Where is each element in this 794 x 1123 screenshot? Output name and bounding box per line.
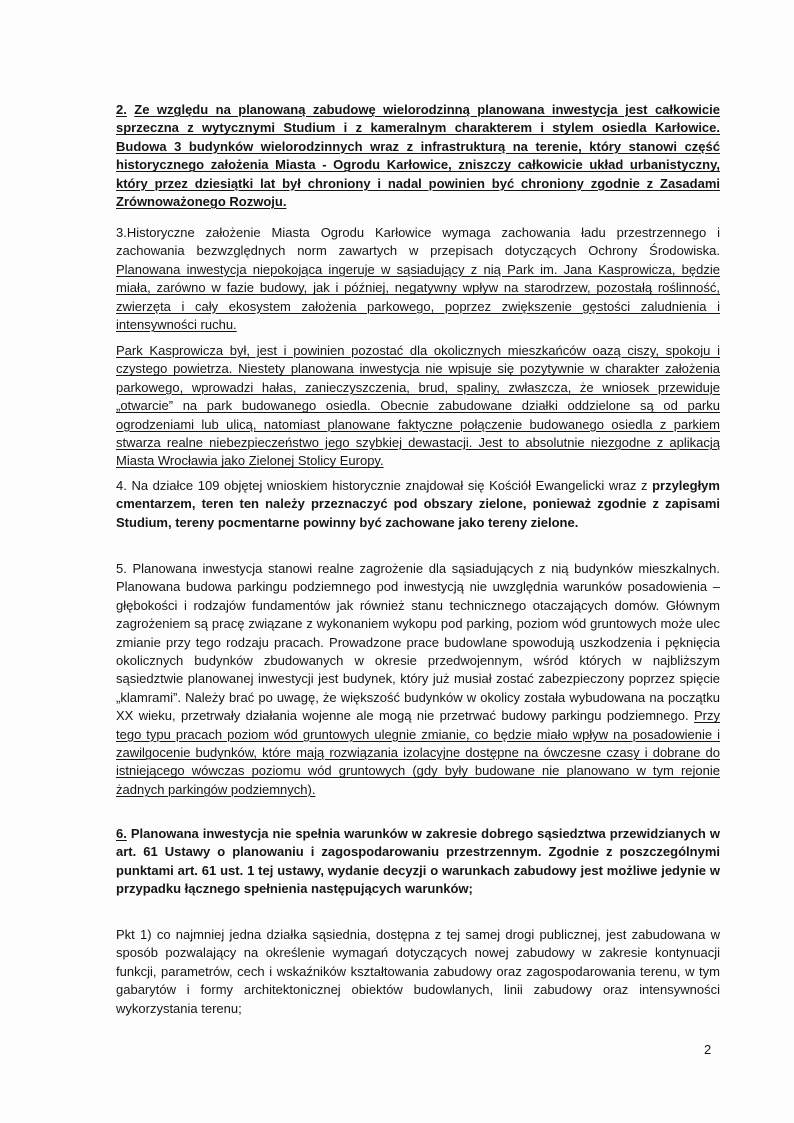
paragraph-2-number: 2. <box>116 102 127 117</box>
paragraph-5-text: 5. Planowana inwestycja stanowi realne zagrożenie dla sąsiadujących z nią budynków mieszkalnych. Planowana budowa parkingu podziemnego pod inwestycją nie uwzględnia warunków posadowienia – głębokości i rodzajów fundamentów jak również stanu technicznego otaczających domów. Głównym zagrożeniem są pracę związane z wykonaniem wykopu pod parking, poziom wód gruntowych może ulec zmianie przy tego rodzaju pracach. Prowadzone prace budowlane spowodują uszkodzenia i pęknięcia okolicznych budynków zbudowanych w okresie przedwojennym, wśród których w najbliższym sąsiedztwie planowanej inwestycji jest budynek, który już musiał zostać zabezpieczony poprzez spięcie „klamrami”. Należy brać po uwagę, że większość budynków w okolicy została wybudowana na początku XX wieku, przetrwały działania wojenne ale mogą nie przetrwać budowy parkingu podziemnego. <box>116 561 720 724</box>
point-1-text: Pkt 1) co najmniej jedna działka sąsiednia, dostępna z tej samej drogi publicznej, jest zabudowana w sposób pozwalający na określenie wymagań dotyczących nowej zabudowy w zakresie kontynuacji funkcji, parametrów, cech i wskaźników kształtowania zabudowy oraz zagospodarowania terenu, w tym gabarytów i formy architektonicznej obiektów budowlanych, linii zabudowy oraz intensywności wykorzystania terenu; <box>116 927 720 1016</box>
point-1-paragraph <box>116 926 720 1018</box>
paragraph-park-kasprowicza <box>116 342 720 471</box>
paragraph-6-text: Planowana inwestycja nie spełnia warunków w zakresie dobrego sąsiedztwa przewidzianych w art. 61 Ustawy o planowaniu i zagospodarowaniu przestrzennym. Zgodnie z poszczególnymi punktami art. 61 ust. 1 tej ustawy, wydanie decyzji o warunkach zabudowy jest możliwe jedynie w przypadku łącznego spełnienia następujących warunków; <box>116 826 720 897</box>
paragraph-3-underlined: Planowana inwestycja niepokojąca ingeruje w sąsiadujący z nią Park im. Jana Kasprowicza, będzie miała, zarówno w fazie budowy, jak i później, negatywny wpływ na starodrzew, pozostałą roślinność, zwierzęta i cały ekosystem założenia parkowego, poprzez zwiększenie gęstości zaludnienia i intensywności ruchu. <box>116 261 720 333</box>
paragraph-6-number: 6. <box>116 826 127 841</box>
paragraph-4 <box>116 477 720 532</box>
paragraph-2 <box>116 101 720 211</box>
paragraph-3 <box>116 224 720 334</box>
paragraph-3-intro: 3.Historyczne założenie Miasta Ogrodu Karłowice wymaga zachowania ładu przestrzennego i zachowania bezwzględnych norm zawartych w przepisach dotyczących Ochrony Środowiska. <box>116 225 720 259</box>
paragraph-park-text: Park Kasprowicza był, jest i powinien pozostać dla okolicznych mieszkańców oazą ciszy, spokoju i czystego powietrza. Niestety planowana inwestycja nie wpisuje się pozytywnie w charakter założenia parkowego, wprowadzi hałas, zanieczyszczenia, brud, spaliny, zwłaszcza, że wniosek przewiduje „otwarcie” na park budowanego osiedla. Obecnie zabudowane działki oddzielone są od parku ogrodzeniami lub ulicą, natomiast planowane faktyczne połączenie budowanego osiedla z parkiem stwarza realne niebezpieczeństwo jego szybkiej dewastacji. Jest to absolutnie niezgodne z aplikacją Miasta Wrocławia jako Zielonej Stolicy Europy. <box>116 343 720 469</box>
paragraph-5 <box>116 560 720 799</box>
paragraph-4-intro: 4. Na działce 109 objętej wnioskiem historycznie znajdował się Kościół Ewangelicki wraz z <box>116 478 648 493</box>
paragraph-2-text: Ze względu na planowaną zabudowę wielorodzinną planowana inwestycja jest całkowicie sprzeczna z wytycznymi Studium i z kameralnym charakterem i stylem osiedla Karłowice. Budowa 3 budynków wielorodzinnych wraz z infrastrukturą na terenie, który stanowi część historycznego założenia Miasta - Ogrodu Karłowice, zniszczy całkowicie układ urbanistyczny, który przez dziesiątki lat był chroniony i nadal powinien być chroniony zgodnie z Zasadami Zrównoważonego Rozwoju. <box>116 102 720 210</box>
page-number: 2 <box>704 1042 712 1057</box>
paragraph-6 <box>116 825 720 899</box>
paragraph-5-underlined: Przy tego typu pracach poziom wód gruntowych ulegnie zmianie, co będzie miało wpływ na posadowienie i zawilgocenie budynków, które mają rozwiązania izolacyjne dostępne na ówczesne czasy i dobrane do istniejącego wówczas poziomu wód gruntowych (gdy były budowane nie planowano w tym rejonie żadnych parkingów podziemnych). <box>116 708 720 797</box>
paragraph-4-bold: przyległym cmentarzem, teren ten należy przeznaczyć pod obszary zielone, ponieważ zgodnie z zapisami Studium, tereny pocmentarne powinny być zachowane jako tereny zielone. <box>116 478 720 530</box>
